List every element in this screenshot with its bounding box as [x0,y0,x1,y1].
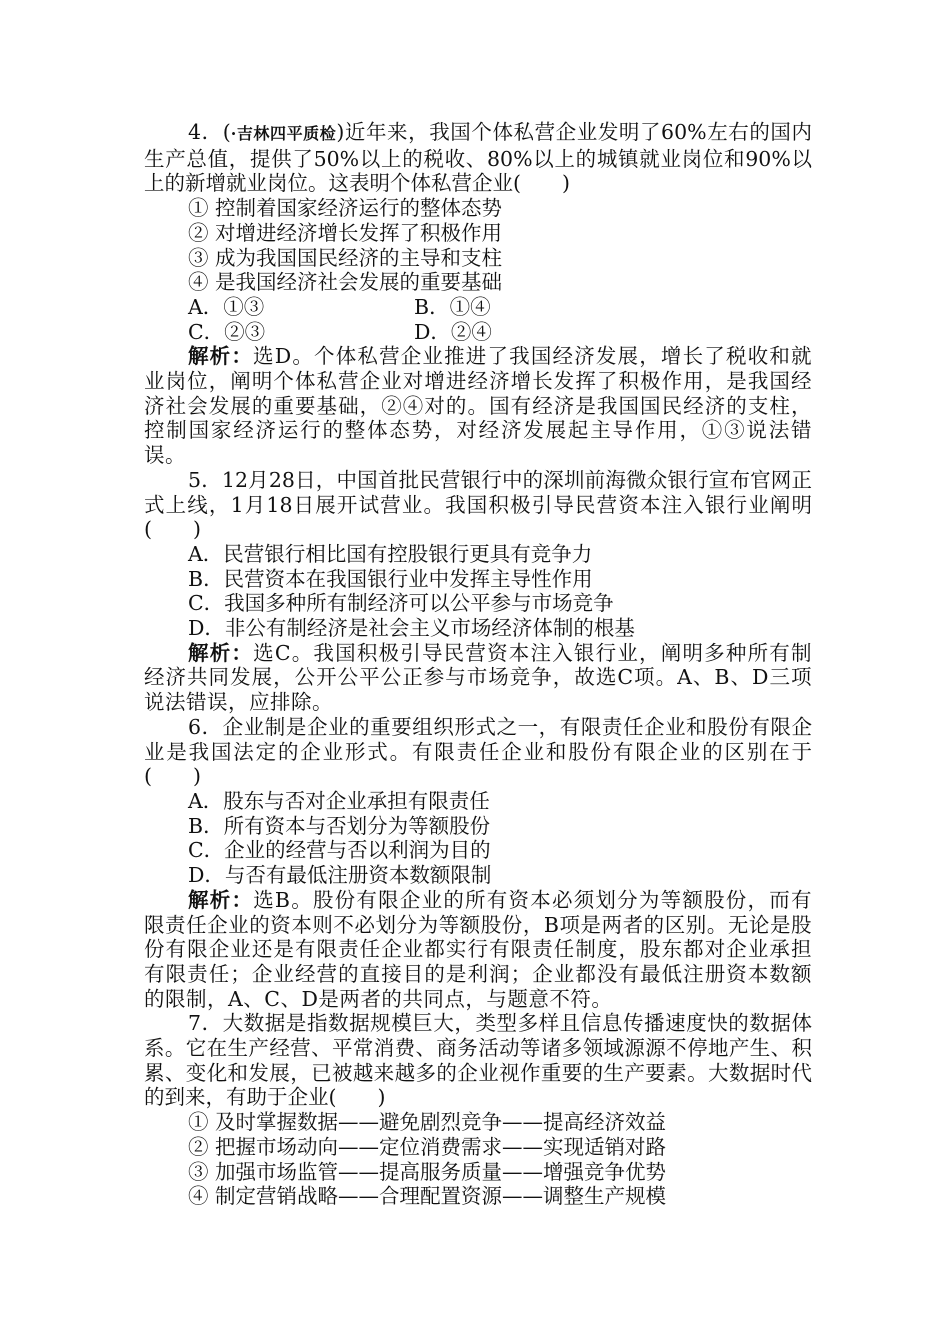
question-6-option-a: A．股东与否对企业承担有限责任 [188,788,490,813]
question-7-item-2: ② 把握市场动向——定位消费需求——实现适销对路 [188,1134,667,1159]
question-6-stem: 6．企业制是企业的重要组织形式之一，有限责任企业和股份有限企业是我国法定的企业形式。有限责任企业和股份有限企业的区别在于( ) [144,714,812,789]
question-4-option-a: A．①③ [188,294,265,319]
question-4-option-d: D．②④ [414,319,492,344]
question-4-item-3: ③ 成为我国国民经济的主导和支柱 [188,245,503,270]
question-5-option-c: C．我国多种所有制经济可以公平参与市场竞争 [188,591,614,616]
question-4-item-2: ② 对增进经济增长发挥了积极作用 [188,220,503,245]
question-5-analysis-text: 选C。我国积极引导民营资本注入银行业，阐明多种所有制经济共同发展，公开公平公正参与市场竞争，故选C项。A、B、D三项说法错误，应排除。 [144,640,812,715]
question-4-option-b: B．①④ [414,294,491,319]
question-4-analysis-text: 选D。个体私营企业推进了我国经济发展，增长了税收和就业岗位，阐明个体私营企业对增进经济增长发挥了积极作用，是我国经济社会发展的重要基础，②④对的。国有经济是我国国民经济的支柱，控制国家经济运行的整体态势，对经济发展起主导作用，①③说法错误。 [144,344,813,468]
question-4-option-c: C．②③ [188,319,266,344]
question-4-options-row-1 [144,295,812,320]
question-4-stem [144,120,812,196]
question-6-option-d: D．与否有最低注册资本数额限制 [188,863,492,888]
question-6-analysis [144,888,812,1012]
question-7-stem: 7．大数据是指数据规模巨大，类型多样且信息传播速度快的数据体系。它在生产经营、平常消费、商务活动等诸多领域源源不停地产生、积累、变化和发展，已被越来越多的企业视作重要的生产要素。大数据时代的到来，有助于企业( ) [144,1011,812,1110]
question-4-source: ·吉林四平质检 [230,124,337,143]
analysis-label: 解析： [188,640,254,665]
question-4-options-row-2 [144,320,812,345]
question-4-item-4: ④ 是我国经济社会发展的重要基础 [188,270,503,295]
question-6-option-b: B．所有资本与否划分为等额股份 [188,813,491,838]
question-6-option-c: C．企业的经营与否以利润为目的 [188,838,491,863]
analysis-label: 解析： [188,344,254,369]
question-5-option-a: A．民营银行相比国有控股银行更具有竞争力 [188,541,593,566]
question-4-text: )近年来，我国个体私营企业发明了60%左右的国内生产总值，提供了50%以上的税收、80%以上的城镇就业岗位和90%以上的新增就业岗位。这表明个体私营企业( ) [144,120,813,196]
question-5-stem: 5．12月28日，中国首批民营银行中的深圳前海微众银行宣布官网正式上线，1月18日展开试营业。我国积极引导民营资本注入银行业阐明( ) [144,467,812,542]
question-5-option-b: B．民营资本在我国银行业中发挥主导性作用 [188,566,593,591]
document-page [144,120,812,1209]
question-7-item-4: ④ 制定营销战略——合理配置资源——调整生产规模 [188,1184,667,1209]
question-5-option-d: D．非公有制经济是社会主义市场经济体制的根基 [188,616,635,641]
question-4-number: 4．( [188,120,231,144]
question-7-item-1: ① 及时掌握数据——避免剧烈竞争——提高经济效益 [188,1110,667,1135]
question-6-analysis-text: 选B。股份有限企业的所有资本必须划分为等额股份，而有限责任企业的资本则不必划分为等额股份，B项是两者的区别。无论是股份有限企业还是有限责任企业都实行有限责任制度，股东都对企业承担有限责任；企业经营的直接目的是利润；企业都没有最低注册资本数额的限制，A、C、D是两者的共同点，与题意不符。 [144,887,813,1011]
question-5-analysis [144,641,812,715]
analysis-label: 解析： [188,887,254,912]
question-7-item-3: ③ 加强市场监管——提高服务质量——增强竞争优势 [188,1159,667,1184]
question-4-analysis [144,344,812,468]
question-4-item-1: ① 控制着国家经济运行的整体态势 [188,196,503,221]
